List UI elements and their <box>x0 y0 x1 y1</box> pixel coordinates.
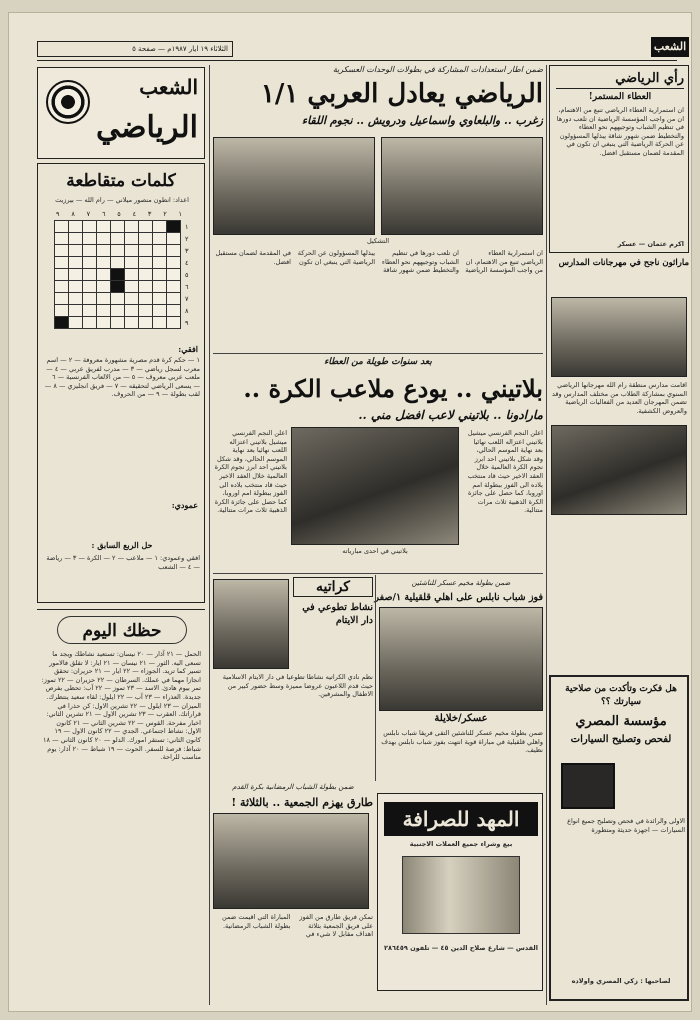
crossword-solution: افقي وعمودي: ١ — ملاعب — ٢ — الكرة — ٣ — رياضة — ٤ — الشعب <box>46 554 200 571</box>
askar-headline: فوز شباب نابلس على اهلي قلقيلية ١/صفر <box>374 592 543 603</box>
jamia-photo <box>213 813 369 909</box>
schools-title: ماراثون ناجح في مهرجانات المدارس <box>558 258 689 268</box>
platini-kicker: بعد سنوات طويلة من العطاء <box>324 357 432 367</box>
garage-title: مؤسسة المصري <box>575 714 667 729</box>
lead-body: ان استمرارية العطاء الرياضي تنبع من الاهتمام، ان من واجب المؤسسة الرياضية ان تلعب دورها في تنظيم الشباب وتوجيههم نحو العطاء والتخطيط ضمن شهور شاقة يبذلها المسؤولون عن الحركة الرياضية التي ينبغي ان تكون في المقدمة لضمان مستقبل افضل. <box>215 249 543 275</box>
horoscope-body: الحمل — ٢١ آذار — ٢٠ نيسان: تستعيد نشاطك ويجد ما تسعى اليه. الثور — ٢١ نيسان — ٢١ ايار: لا تقلق فالامور تسير كما تريد. الجوزاء — ٢٢ ايار — ٢١ حزيران: تحقق انجازا مهما في عملك. السرطان — ٢٢ حزيران — ٢٢ تموز: تمر بيوم هادئ. الاسد — ٢٣ تموز — ٢٢ آب: تحظى بفرص جديدة. العذراء — ٢٣ آب — ٢٢ ايلول: لقاء سعيد ينتظرك. الميزان — ٢٣ ايلول — ٢٢ تشرين الاول: كن حذرا في قراراتك. العقرب — ٢٣ تشرين الاول — ٢١ تشرين الثاني: اخبار مفرحة. القوس — ٢٢ تشرين الثاني — ٢١ كانون الاول: نشاط اجتماعي. الجدي — ٢٢ كانون الاول — ١٩ كانون الثاني: تستقر امورك. الدلو — ٢٠ كانون الثاني — ١٨ شباط: فرصة للسفر. الحوت — ١٩ شباط — ٢٠ آذار: يوم مناسب للراحة. <box>41 650 201 762</box>
garage-top-text: هل فكرت وتأكدت من صلاحية سيارتك ؟؟ <box>565 684 677 707</box>
editorial-body: ان استمرارية العطاء الرياضي تنبع من الاهتمام، ان من واجب المؤسسة الرياضية ان تلعب دورها في تنظيم الشباب وتوجيههم نحو العطاء والتخطيط ضمن شهور شاقة يبذلها المسؤولون عن الحركة الرياضية التي ينبغي ان تكون في المقدمة لضمان مستقبل افضل. <box>556 106 684 157</box>
lead-subhead: زغرب .. والبلعاوي واسماعيل ودرويش .. نجوم اللقاء <box>301 114 543 127</box>
crossword-col-numbers <box>56 210 182 218</box>
row-num: ٥ <box>185 271 189 279</box>
schools-photo-2 <box>551 425 687 515</box>
schools-section <box>549 257 689 557</box>
platini-body-right: اعلن النجم الفرنسي ميشيل بلاتيني اعتزاله اللعب نهائيا بعد نهاية الموسم الحالي، وقد شكل بلاتيني احد ابرز نجوم الكرة العالمية خلال العقد الاخير حيث قاد منتخب بلاده الى الفوز ببطولة امم اوروبا، كما حصل على جائزة الكرة الذهبية ثلاث مرات متتالية. <box>467 429 543 515</box>
row-num: ٤ <box>185 259 189 267</box>
platini-photo <box>291 427 459 545</box>
col-num: ٧ <box>86 210 91 218</box>
section-rule <box>213 573 543 574</box>
karate-body: نظم نادي الكراتيه نشاطا تطوعيا في دار الايتام الاسلامية حيث قدم اللاعبون عروضا مميزة وسط حضور كبير من الاطفال والمشرفين. <box>222 673 373 699</box>
section-rule <box>375 575 376 781</box>
schools-body: اقامت مدارس منطقة رام الله مهرجانها الرياضي السنوي بمشاركة الطلاب من مختلف المدارس وقد تضمن المهرجان العديد من الفعاليات الرياضية والعروض الكشفية. <box>551 381 687 415</box>
crossword-solution-title: حل الربع السابق : <box>91 540 153 550</box>
sports-logo-box <box>37 67 205 159</box>
crossword-vertical-title: عمودي: <box>171 500 198 510</box>
crossword-section <box>37 163 205 603</box>
column-rule <box>546 65 547 1005</box>
schools-photo-1 <box>551 297 687 377</box>
editorial-signature: اكرم عثمان — عسكر <box>617 240 684 248</box>
karate-logo: كراتيه <box>293 577 373 597</box>
col-num: ٢ <box>163 210 167 218</box>
crossword-clues-title: افقي: <box>178 344 198 354</box>
col-num: ٤ <box>132 210 137 218</box>
row-num: ١ <box>185 223 189 231</box>
garage-body: الاولى والرائدة في فحص وتصليح جميع انواع السيارات — اجهزة حديثة ومتطورة <box>567 817 685 834</box>
col-num: ٥ <box>117 210 121 218</box>
col-num: ٦ <box>101 210 106 218</box>
jamia-body: تمكن فريق طارق من الفوز على فريق الجمعية بثلاثة اهداف مقابل لا شيء في المباراة التي اقيمت ضمن بطولة الشباب الرمضانية. <box>222 913 373 939</box>
banknote-image <box>402 856 520 934</box>
askar-kicker: ضمن بطولة مخيم عسكر للناشئين <box>411 579 511 587</box>
row-num: ٩ <box>185 319 189 327</box>
sports-logo-bottom: الرياضي <box>96 110 198 145</box>
platini-body-left: اعلن النجم الفرنسي ميشيل بلاتيني اعتزاله اللعب نهائيا بعد نهاية الموسم الحالي، وقد شكل بلاتيني احد ابرز نجوم الكرة العالمية خلال العقد الاخير حيث قاد منتخب بلاده الى الفوز ببطولة امم اوروبا، كما حصل على جائزة الكرة الذهبية ثلاث مرات متتالية. <box>214 429 287 515</box>
row-num: ٧ <box>185 295 189 303</box>
row-num: ٦ <box>185 283 189 291</box>
row-num: ٣ <box>185 247 189 255</box>
column-rule <box>209 65 210 1005</box>
paper-logo: الشعب <box>651 37 689 57</box>
horoscope-section <box>37 609 205 999</box>
exchange-subtitle: بيع وشراء جميع العملات الاجنبية <box>409 840 513 848</box>
karate-photo <box>213 579 289 669</box>
platini-subhead: مارادونا .. بلاتيني لاعب افضل مني .. <box>358 408 543 422</box>
platini-headline: بلاتيني .. يودع ملاعب الكرة .. <box>243 374 543 403</box>
askar-caption: عسكر/خلايلة <box>434 713 488 724</box>
date-line: الثلاثاء ١٩ ايار ١٩٨٧م — صفحة ٥ <box>37 41 233 57</box>
garage-ad <box>549 675 689 1001</box>
editorial-logo: رأي الرياضي <box>556 70 684 89</box>
jamia-headline: طارق يهزم الجمعية .. بالثلاثة ! <box>231 796 373 809</box>
crossword-row-numbers <box>185 221 197 329</box>
garage-owner: لصاحبها : زكي المصري واولاده <box>571 977 671 985</box>
karate-title: نشاط تطوعي في دار الايتام <box>302 602 373 626</box>
row-num: ٢ <box>185 235 189 243</box>
crossword-title: كلمات متقاطعة <box>66 171 176 191</box>
lead-headline: الرياضي يعادل العربي ١/١ <box>260 79 543 109</box>
exchange-ad <box>377 793 543 991</box>
newspaper-page <box>8 12 692 1012</box>
horoscope-title: حظك اليوم <box>57 616 187 644</box>
col-num: ٣ <box>147 210 152 218</box>
exchange-address: القدس — شارع صلاح الدين ٤٥ — تلفون ٢٨٦٤٥٩ <box>384 944 538 952</box>
crossword-clues: ١ — حكم كرة قدم مصرية مشهورة معروفة — ٢ — اسم معرب لسجل رياضي — ٣ — مدرب لفريق عربي — ٤ — ملعب عربي معروف — ٥ — من الالعاب الفرنسية — ٦ — يسعى الرياضي لتحقيقه — ٧ — فريق انجليزي — ٨ — لقب بطولة — ٩ — من الحروف. <box>44 356 200 399</box>
col-num: ٨ <box>71 210 75 218</box>
lead-photo-1 <box>213 137 375 235</box>
top-rule <box>37 60 677 61</box>
col-num: ١ <box>178 210 182 218</box>
lead-photo-caption: التشكيل <box>366 237 390 245</box>
computer-icon <box>561 763 615 809</box>
editorial-title: العطاء المستمر! <box>588 92 652 102</box>
jamia-kicker: ضمن بطولة الشباب الرمضانية بكرة القدم <box>232 783 354 791</box>
garage-subtitle: لفحص وتصليح السيارات <box>570 734 672 745</box>
crossword-grid <box>54 220 181 329</box>
crossword-author: اعداد: انطون منصور ميلاني — رام الله — بيرزيت <box>55 196 189 204</box>
editorial-box <box>549 65 689 253</box>
lead-kicker: ضمن اطار استعدادات المشاركة في بطولات الوحدات العسكرية <box>332 65 543 74</box>
section-rule <box>213 353 543 354</box>
platini-photo-caption: بلاتيني في احدى مبارياته <box>342 547 408 555</box>
col-num: ٩ <box>56 210 60 218</box>
lead-photo-2 <box>381 137 543 235</box>
row-num: ٨ <box>185 307 189 315</box>
exchange-title: المهد للصرافة <box>384 802 538 836</box>
askar-body: ضمن بطولة مخيم عسكر للناشئين التقى فريقا شباب نابلس واهلي قلقيلية في مباراة قوية انتهت بفوز شباب نابلس بهدف نظيف. <box>381 729 543 755</box>
sports-logo-top: الشعب <box>139 75 198 99</box>
askar-photo <box>379 607 543 711</box>
